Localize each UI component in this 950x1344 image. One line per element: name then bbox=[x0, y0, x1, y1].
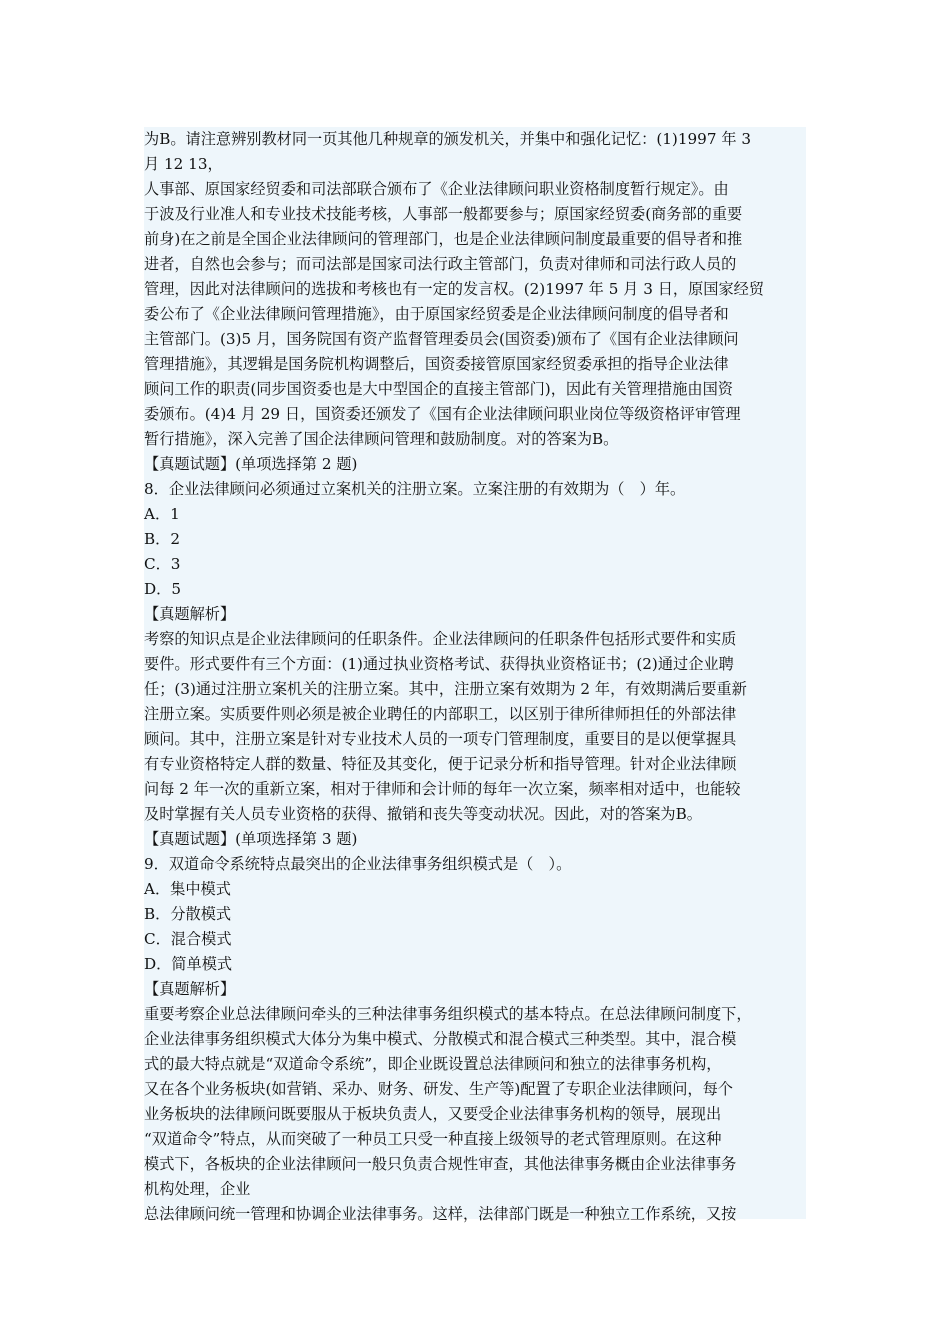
text-line: 管理，因此对法律顾问的选拔和考核也有一定的发言权。(2)1997 年 5 月 3 日，原国家经贸 bbox=[144, 280, 765, 298]
text-line: 委公布了《企业法律顾问管理措施》，由于原国家经贸委是企业法律顾问制度的倡导者和 bbox=[144, 305, 729, 323]
option-c: C．混合模式 bbox=[144, 930, 232, 948]
document-body bbox=[144, 127, 806, 1223]
text-line: 顾问工作的职责(同步国资委也是大中型国企的直接主管部门)，因此有关管理措施由国资 bbox=[144, 380, 733, 398]
text-line: 总法律顾问统一管理和协调企业法律事务。这样，法律部门既是一种独立工作系统，又按 bbox=[144, 1205, 737, 1223]
text-line: 业务板块的法律顾问既要服从于板块负责人，又要受企业法律事务机构的领导，展现出 bbox=[144, 1105, 722, 1123]
text-line: 又在各个业务板块(如营销、采办、财务、研发、生产等)配置了专职企业法律顾问，每个 bbox=[144, 1080, 733, 1098]
text-line: 进者，自然也会参与；而司法部是国家司法行政主管部门，负责对律师和司法行政人员的 bbox=[144, 255, 737, 273]
text-line: 于波及行业准人和专业技术技能考核，人事部一般都要参与；原国家经贸委(商务部的重要 bbox=[144, 205, 743, 223]
text-line: 重要考察企业总法律顾问牵头的三种法律事务组织模式的基本特点。在总法律顾问制度下， bbox=[144, 1005, 752, 1023]
text-line: 机构处理，企业 bbox=[144, 1180, 251, 1198]
option-b: B．分散模式 bbox=[144, 905, 232, 923]
option-b: B．2 bbox=[144, 530, 181, 548]
text-line: 人事部、原国家经贸委和司法部联合颁布了《企业法律顾问职业资格制度暂行规定》。由 bbox=[144, 180, 729, 198]
text-line: 问每 2 年一次的重新立案，相对于律师和会计师的每年一次立案，频率相对适中，也能较 bbox=[144, 780, 741, 798]
section-heading: 【真题解析】 bbox=[144, 605, 236, 623]
text-line: 企业法律事务组织模式大体分为集中模式、分散模式和混合模式三种类型。其中，混合模 bbox=[144, 1030, 737, 1048]
text-line: 顾问。其中，注册立案是针对专业技术人员的一项专门管理制度，重要目的是以便掌握具 bbox=[144, 730, 737, 748]
text-line: 委颁布。(4)4 月 29 日，国资委还颁发了《国有企业法律顾问职业岗位等级资格评审管理 bbox=[144, 405, 741, 423]
section-heading: 【真题试题】(单项选择第 2 题) bbox=[144, 455, 358, 473]
option-a: A．1 bbox=[144, 505, 180, 523]
option-c: C．3 bbox=[144, 555, 181, 573]
text-line: 及时掌握有关人员专业资格的获得、撤销和丧失等变动状况。因此，对的答案为B。 bbox=[144, 805, 702, 823]
text-line: 管理措施》，其逻辑是国务院机构调整后，国资委接管原国家经贸委承担的指导企业法律 bbox=[144, 355, 729, 373]
text-line: 任；(3)通过注册立案机关的注册立案。其中，注册立案有效期为 2 年，有效期满后要重新 bbox=[144, 680, 747, 698]
text-line: “双道命令”特点，从而突破了一种员工只受一种直接上级领导的老式管理原则。在这种 bbox=[144, 1130, 722, 1148]
section-heading: 【真题解析】 bbox=[144, 980, 236, 998]
text-line: 月 12 13， bbox=[144, 155, 223, 173]
section-heading: 【真题试题】(单项选择第 3 题) bbox=[144, 830, 358, 848]
text-line: 模式下，各板块的企业法律顾问一般只负责合规性审查，其他法律事务概由企业法律事务 bbox=[144, 1155, 737, 1173]
text-line: 注册立案。实质要件则必须是被企业聘任的内部职工，以区别于律所律师担任的外部法律 bbox=[144, 705, 737, 723]
text-line: 暂行措施》，深入完善了国企法律顾问管理和鼓励制度。对的答案为B。 bbox=[144, 430, 619, 448]
option-d: D．简单模式 bbox=[144, 955, 233, 973]
text-line: 主管部门。(3)5 月，国务院国有资产监督管理委员会(国资委)颁布了《国有企业法律顾问 bbox=[144, 330, 739, 348]
text-line: 考察的知识点是企业法律顾问的任职条件。企业法律顾问的任职条件包括形式要件和实质 bbox=[144, 630, 737, 648]
text-line: 式的最大特点就是“双道命令系统”，即企业既设置总法律顾问和独立的法律事务机构， bbox=[144, 1055, 722, 1073]
text-line: 要件。形式要件有三个方面：(1)通过执业资格考试、获得执业资格证书；(2)通过企业聘 bbox=[144, 655, 734, 673]
option-a: A．集中模式 bbox=[144, 880, 231, 898]
text-line: 有专业资格特定人群的数量、特征及其变化，便于记录分析和指导管理。针对企业法律顾 bbox=[144, 755, 737, 773]
text-line: 为B。请注意辨别教材同一页其他几种规章的颁发机关，并集中和强化记忆：(1)1997 年 3 bbox=[144, 130, 752, 148]
text-line: 前身)在之前是全国企业法律顾问的管理部门，也是企业法律顾问制度最重要的倡导者和推 bbox=[144, 230, 743, 248]
question-text: 9．双道命令系统特点最突出的企业法律事务组织模式是（ ）。 bbox=[144, 855, 572, 873]
option-d: D．5 bbox=[144, 580, 182, 598]
question-text: 8．企业法律顾问必须通过立案机关的注册立案。立案注册的有效期为（ ）年。 bbox=[144, 480, 686, 498]
